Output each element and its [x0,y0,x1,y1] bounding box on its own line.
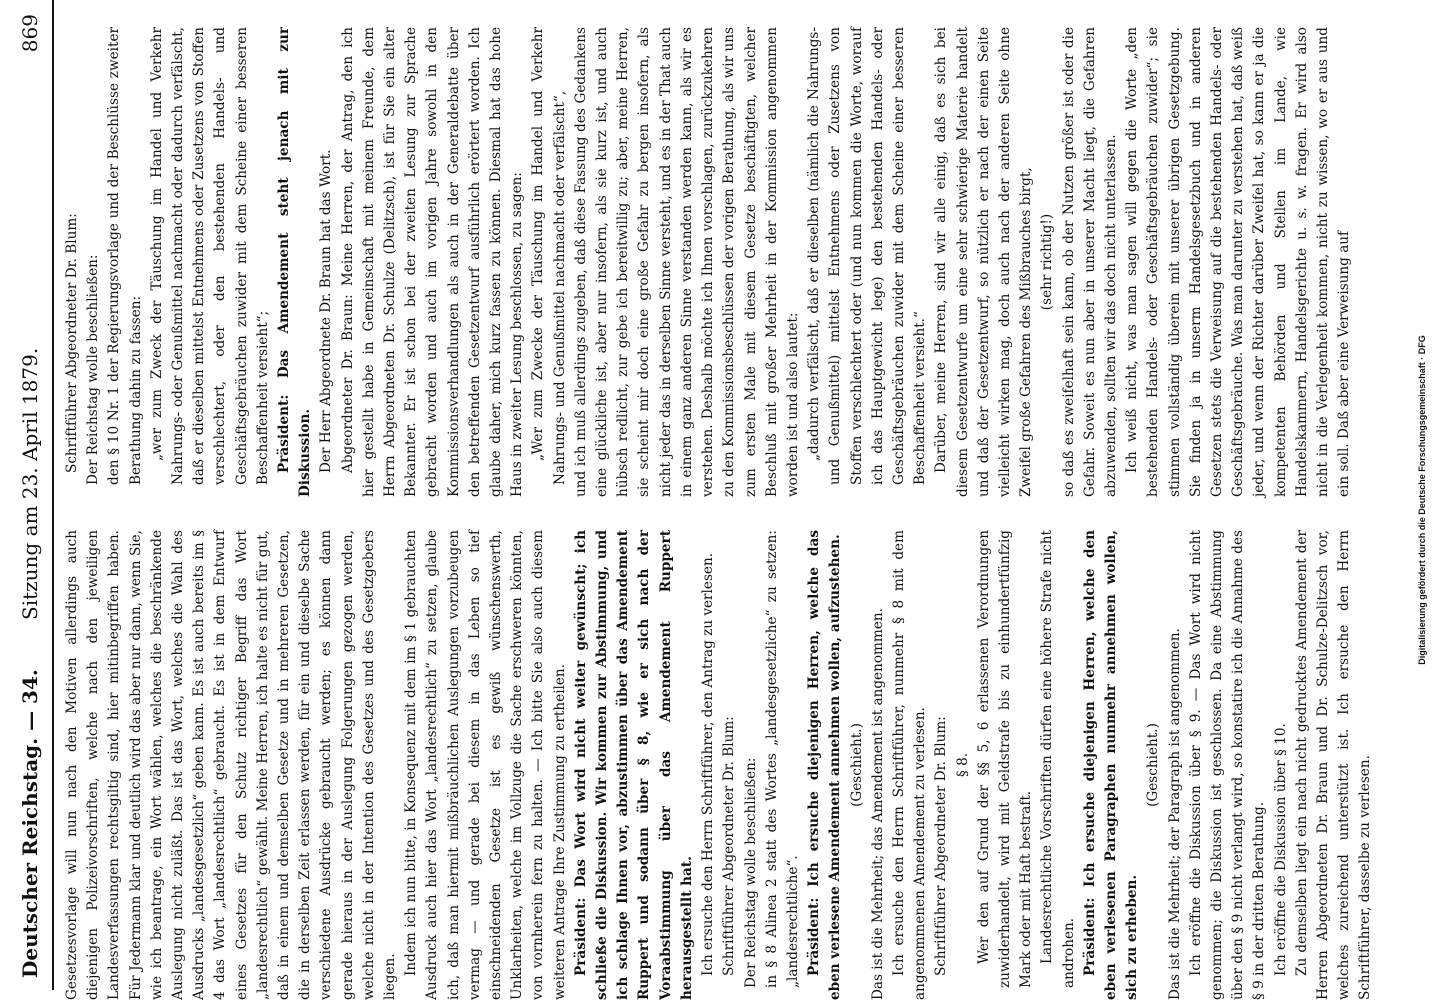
quoted-text: „Wer zum Zwecke der Täuschung im Handel und Verkehr Nahrungs- und Genußmittel nachmacht oder verfälscht“, [530,27,568,485]
paragraph: Das ist die Mehrheit; das Amendement ist angenommen. [869,608,886,1000]
interjection: (sehr richtig!) [1039,213,1056,311]
dfg-credit-text: Digitalisierung gefördert durch die Deutsche Forschungsgemeinschaft · DFG [1417,335,1427,665]
speaker-paragraph: Präsident: Ich ersuche diejenigen Herren, welche den eben verlesenen Paragraphen nunmehr annehmen wollen, sich zu erheben. [1081,530,1141,1000]
law-text: Wer den auf Grund der §§ 5, 6 erlassenen Verordnungen zuwiderhandelt, wird mit Geldstrafe bis zu einhundertfünfzig Mark oder mit Haft bestraft. [975,530,1035,988]
speaker-line: Schriftführer Abgeordneter Dr. Blum: [64,213,80,473]
page-number: 869 [18,14,42,53]
stage-direction: (Geschieht.) [848,723,865,807]
page-header [0,0,60,1000]
paragraph: Der Herr Abgeordnete Dr. Braun hat das Wort. [318,149,335,473]
motion-quote: „wer zum Zweck der Täuschung im Handel und Verkehr Nahrungs- oder Genußmittel nachmacht oder dadurch verfälscht, daß er dieselben mittelst Entnehmens oder Zusetzens von Stoffen verschlechtert, oder den bestehenden Handels- und Geschäftsgebräuchen zuwider mit dem Scheine einer besseren Beschaffenheit versieht“; [148,27,271,485]
motion-line: Der Reichstag wolle beschließen: [742,757,759,988]
stage-direction: (Geschieht.) [1145,723,1162,807]
header-rule [52,0,54,990]
paragraph: Zu demselben liegt ein nach nicht gedrucktes Amendement der Herren Abgeordneten Dr. Braun und Dr. Schulze-Delitzsch vor, welches zureichend unterstützt ist. Ich ersuche den Herrn Schriftführer, dasselbe zu verlesen. [1293,530,1374,1000]
motion-text: den § 10 Nr. 1 der Regierungsvorlage und der Beschlüsse zweiter Berathung dahin zu fassen: [106,27,144,485]
section-number: § 8. [954,752,971,778]
speaker-paragraph: Präsident: Das Amendement steht jenach mit zur Diskussion. [276,27,314,497]
digitization-credit [1412,0,1432,1000]
paragraph: Das ist die Mehrheit; der Paragraph ist angenommen. [1166,628,1183,1000]
quoted-text: „dadurch verfälscht, daß er dieselben (nämlich die Nahrungs- und Genußmittel) mittelst Entnehmens oder Zusetzens von Stoffen verschlechtert oder (und nun kommen die Worte, worauf ich das Hauptgewicht lege) den bestehenden Handels- oder Geschäftsgebräuchen zuwider mit dem Scheine einer besseren Beschaffenheit versieht.“ [806,27,929,485]
text-column-right [62,27,1355,497]
paragraph: so daß es zweifelhaft sein kann, ob der Nutzen größer ist oder die Gefahr. Soweit es nun aber in unserer Macht liegt, die Gefahren abzuwenden, sollten wir das doch nicht unterlassen. [1060,27,1119,497]
paragraph: Ich eröffne die Diskussion über § 10. [1272,723,1289,976]
law-text: Landesrechtliche Vorschriften dürfen eine höhere Strafe nicht androhen. [1039,530,1077,988]
speaker-paragraph: Abgeordneter Dr. Braun: Meine Herren, der Antrag, den ich hier gestellt habe in Gemeinschaft mit meinem Freunde, dem Herrn Abgeordneten Dr. Schulze (Delitzsch), ist für Sie ein alter Bekannter. Er ist schon bei der zweiten Lesung zur Sprache gebracht worden und auch im vorigen Jahre sowohl in den Kommissionsverhandlungen als auch in der Generaldebatte über den betreffenden Gesetzentwurf ausführlich erörtert worden. Ich glaube daher, mich kurz fassen zu können. Diesmal hat das hohe Haus in zweiter Lesung beschlossen, zu sagen: [339,27,526,497]
speaker-line: Schriftführer Abgeordneter Dr. Blum: [933,716,950,976]
speaker-line: Schriftführer Abgeordneter Dr. Blum: [721,716,738,976]
motion-text: in § 8 Alinea 2 statt des Wortes „landesgesetzliche“ zu setzen: „landesrechtliche“. [763,530,801,988]
text-column-left [62,530,1377,1000]
paragraph: Gesetzesvorlage will nun nach den Motiven allerdings auch diejenigen Polizeivorschriften, welche nach den jeweiligen Landesverfassungen rechtsgiltig sind, hier mitinbegriffen haben. Für Jedermann klar und deutlich wird das aber nur dann, wenn Sie, wie ich beantrage, ein Wort wählen, welches die beschränkende Auslegung nicht zuläßt. Das ist das Wort, welches die Wahl des Ausdrucks „landesgesetzlich“ geben kann. Es ist auch bereits im § 4 das Wort „landesrechtlich“ gebraucht. Es ist in dem Entwurf eines Gesetzes für den Schutz richtiger Begriff das Wort „landesrechtlich“ gewählt. Meine Herren, ich halte es nicht für gut, daß in einem und demselben Gesetze und in mehreren Gesetzen, die in derselben Zeit erlassen werden, für ein und dieselbe Sache verschiedene Ausdrücke gebraucht werden; es können dann gerade hieraus in der Auslegung Folgerungen gezogen werden, welche nicht in der Intention des Gesetzes und des Gesetzgebers liegen. [64,530,399,1000]
paragraph: Ich eröffne die Diskussion über § 9. — Das Wort wird nicht genommen; die Diskussion ist geschlossen. Da eine Abstimmung über den § 9 nicht verlangt wird, so konstatire ich die Annahme des § 9 in der dritten Berathung. [1187,530,1268,1000]
header-session-date: Sitzung am 23. April 1879. [18,347,42,620]
speaker-paragraph: Präsident: Das Wort wird nicht weiter gewünscht; ich schließe die Diskussion. Wir kommen zur Abstimmung, und ich schlage Ihnen vor, abzustimmen über das Amendement Ruppert und sodann über § 8, wie er sich nach der Voraabstimmung über das Amendement Ruppert herausgestellt hat. [572,530,695,1000]
paragraph: Ich ersuche den Herrn Schriftführer, nunmehr § 8 mit dem angenommenen Amendement zu verlesen. [890,530,929,1000]
paragraph: Ich ersuche den Herrn Schriftführer, den Antrag zu verlesen. [700,552,717,976]
paragraph: Darüber, meine Herren, sind wir alle einig, daß es sich bei diesem Gesetzentwurfe um eine sehr schwierige Materie handelt und daß der Gesetzentwurf, so nützlich er nach der einen Seite vielleicht wirken mag, doch auch nach der anderen Seite ohne Zweifel große Gefahren des Mißbrauches birgt, [933,27,1035,497]
paragraph: Indem ich nun bitte, in Konsequenz mit dem im § 1 gebrauchten Ausdruck auch hier das Wort „landesrechtlich“ zu setzen, glaube ich, daß man hiermit mißbräuchlichen Auslegungen vorzubeugen vermag — und gerade bei diesem in das Leben so tief einschneidenden Gesetze ist es gewiß wünschenswerth, Unklarheiten, welche im Vollzuge die Sache erschweren könnten, von vornherein fern zu halten. — Ich bitte Sie also auch diesem weiteren Antrage Ihre Zustimmung zu ertheilen. [403,530,568,1000]
paragraph: Ich weiß nicht, was man sagen will gegen die Worte „den bestehenden Handels- oder Geschäftsgebräuchen zuwider“; sie stimmen vollständig überein mit unserer übrigen Gesetzgebung. Sie finden ja in unserm Handelsgesetzbuch und in anderen Gesetzen stets die Verweisung auf die bestehenden Handels- oder Geschäftsgebräuche. Was man darunter zu verstehen hat, daß weiß jeder, und wenn der Richter darüber Zweifel hat, so kann er ja die kompetenten Behörden und Stellen im Lande, wie Handelskammern, Handelsgerichte u. s. w. fragen. Er wird also nicht in die Verlegenheit kommen, nicht zu wissen, wo er aus und ein soll. Daß aber eine Verweisung auf [1124,27,1353,497]
paragraph: und ich muß allerdings zugeben, daß diese Fassung des Gedankens eine glückliche ist, aber nur insofern, als sie kurz ist, und auch hübsch redlicht, zur gebe ich bereitwillig zu; aber, meine Herren, sie scheint mir doch eine große Gefahr zu bergen insofern, als nicht jeder das in derselben Sinne versteht, und es in der That auch in einem ganz anderen Sinne verstanden werden kann, als wir es verstehen. Deshalb möchte ich Ihnen vorschlagen, zurückzukehren zu den Kommissionsbeschlüssen der vorigen Berathung, als wir uns zum ersten Male mit diesem Gesetze beschäftigten, welcher Beschluß mit großer Mehrheit in der Kommission angenommen worden ist und also lautet: [572,27,801,497]
speaker-paragraph: Präsident: Ich ersuche diejenigen Herren, welche das eben verlesene Amendement annehmen wollen, aufzustehen. [806,530,844,1000]
header-left-title: Deutscher Reichstag. — 34. [18,669,42,978]
motion-line: Der Reichstag wolle beschließen: [85,254,102,485]
